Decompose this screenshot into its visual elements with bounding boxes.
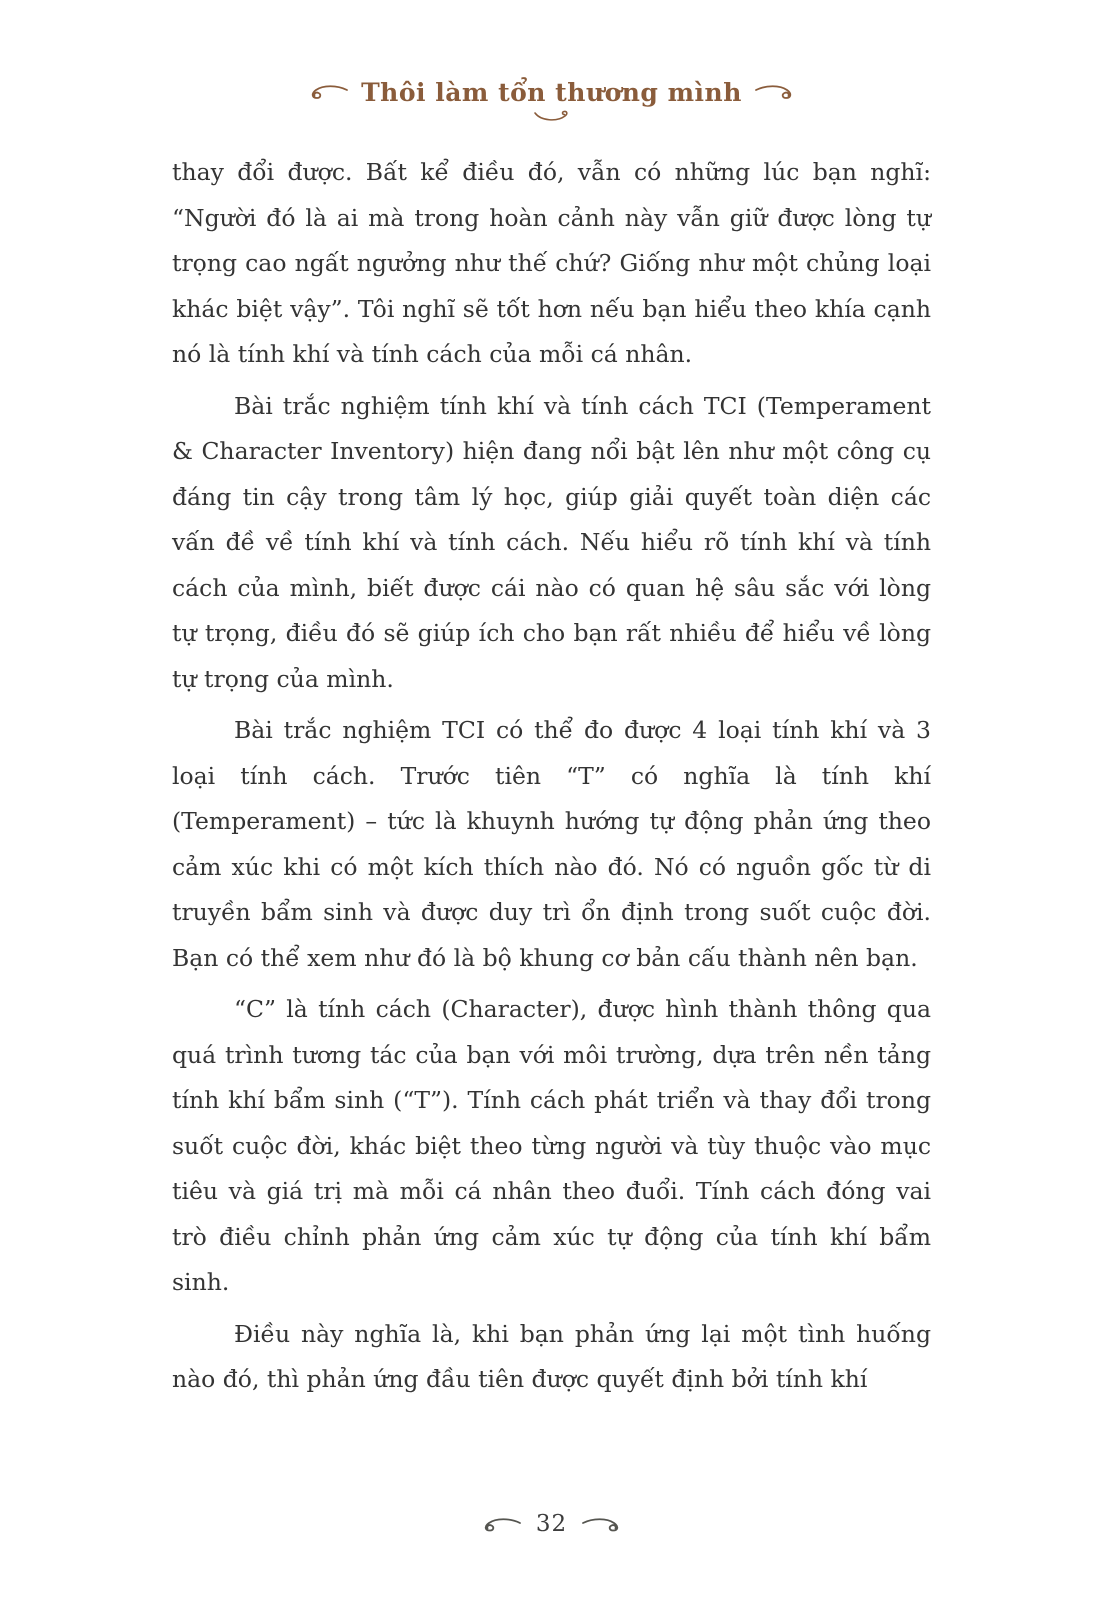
flourish-right-icon [754,83,798,103]
paragraph: thay đổi được. Bất kể điều đó, vẫn có những lúc bạn nghĩ: “Người đó là ai mà trong hoàn cảnh này vẫn giữ được lòng tự trọng cao ngất ngưởng như thế chứ? Giống như một chủng loại khác biệt vậy”. Tôi nghĩ sẽ tốt hơn nếu bạn hiểu theo khía cạnh nó là tính khí và tính cách của mỗi cá nhân. [172,158,931,368]
paragraph: Điều này nghĩa là, khi bạn phản ứng lại một tình huống nào đó, thì phản ứng đầu tiên được quyết định bởi tính khí [172,1319,931,1393]
under-flourish-icon [532,110,572,124]
footer-flourish-right-icon [581,1515,627,1533]
page-number: 32 [535,1511,568,1537]
page-header [172,78,931,124]
page-footer [0,1511,1103,1537]
paragraph: Bài trắc nghiệm TCI có thể đo được 4 loại tính khí và 3 loại tính cách. Trước tiên “T” có nghĩa là tính khí (Temperament) – tức là khuynh hướng tự động phản ứng theo cảm xúc khi có một kích thích nào đó. Nó có nguồn gốc từ di truyền bẩm sinh và được duy trì ổn định trong suốt cuộc đời. Bạn có thể xem như đó là bộ khung cơ bản cấu thành nên bạn. [172,716,931,972]
paragraph: Bài trắc nghiệm tính khí và tính cách TCI (Temperament & Character Inventory) hiện đang nổi bật lên như một công cụ đáng tin cậy trong tâm lý học, giúp giải quyết toàn diện các vấn đề về tính khí và tính cách. Nếu hiểu rõ tính khí và tính cách của mình, biết được cái nào có quan hệ sâu sắc với lòng tự trọng, điều đó sẽ giúp ích cho bạn rất nhiều để hiểu về lòng tự trọng của mình. [172,391,931,693]
paragraph: “C” là tính cách (Character), được hình thành thông qua quá trình tương tác của bạn với môi trường, dựa trên nền tảng tính khí bẩm sinh (“T”). Tính cách phát triển và thay đổi trong suốt cuộc đời, khác biệt theo từng người và tùy thuộc vào mục tiêu và giá trị mà mỗi cá nhân theo đuổi. Tính cách đóng vai trò điều chỉnh phản ứng cảm xúc tự động của tính khí bẩm sinh. [172,995,931,1296]
book-title: Thôi làm tổn thương mình [361,78,742,107]
flourish-left-icon [305,83,349,103]
title-row [305,78,798,108]
page-body [172,150,931,1403]
footer-flourish-left-icon [476,1515,522,1533]
